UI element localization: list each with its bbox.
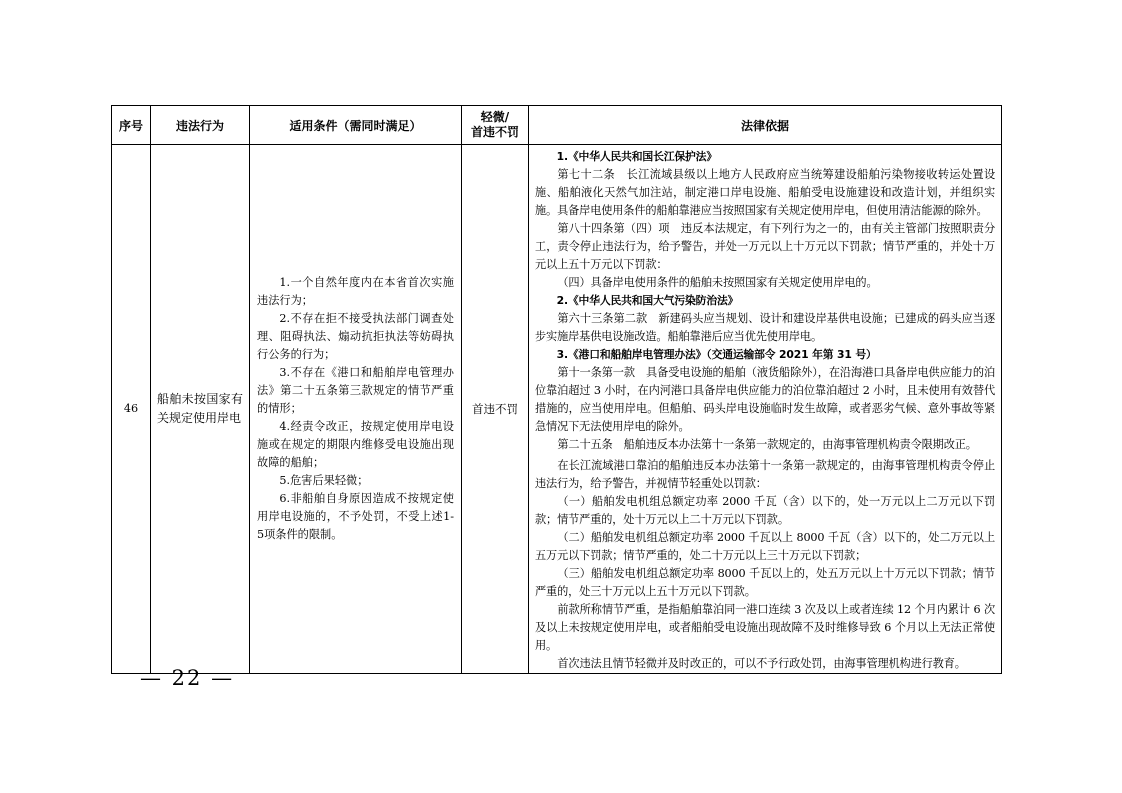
law-title: 1.《中华人民共和国长江保护法》 [556, 150, 717, 163]
law-paragraph: 首次违法且情节轻微并及时改正的，可以不予行政处罚，由海事管理机构进行教育。 [557, 657, 966, 670]
law-title: 2.《中华人民共和国大气污染防治法》 [556, 294, 739, 307]
header-first-offense [462, 106, 529, 145]
table-row [112, 145, 1002, 674]
penalty-table [111, 105, 1002, 674]
condition-item: 4.经责令改正，按规定使用岸电设施或在规定的期限内维修受电设施出现故障的船舶； [257, 420, 454, 469]
row-legal-basis [529, 145, 1002, 674]
header-first-offense-line1: 轻微/ [480, 110, 510, 124]
header-first-offense-line2: 首违不罚 [470, 125, 519, 139]
law-paragraph: 前款所称情节严重，是指船舶靠泊同一港口连续 3 次及以上或者连续 12 个月内累计 6 次及以上未按规定使用岸电，或者船舶受电设施出现故障不及时维修导致 6 个月以上无法正常使用。 [535, 603, 995, 652]
row-seq: 46 [112, 145, 151, 674]
law-paragraph: （四）具备岸电使用条件的船舶未按照国家有关规定使用岸电的。 [557, 276, 878, 289]
law-paragraph: 第七十二条 长江流域县级以上地方人民政府应当统筹建设船舶污染物接收转运处置设施、船舶液化天然气加注站，制定港口岸电设施、船舶受电设施建设和改造计划，并组织实施。具备岸电使用条件的船舶靠港应当按照国家有关规定使用岸电，但使用清洁能源的除外。 [535, 168, 995, 217]
header-conditions: 适用条件（需同时满足） [250, 106, 462, 145]
condition-item: 1.一个自然年度内在本省首次实施违法行为； [257, 276, 454, 307]
condition-item: 2.不存在拒不接受执法部门调查处理、阻碍执法、煽动抗拒执法等妨碍执行公务的行为； [257, 312, 454, 361]
row-conditions [250, 145, 462, 674]
law-paragraph: 第六十三条第二款 新建码头应当规划、设计和建设岸基供电设施；已建成的码头应当逐步实施岸基供电设施改造。船舶靠港后应当优先使用岸电。 [535, 312, 995, 343]
row-violation: 船舶未按国家有关规定使用岸电 [151, 145, 250, 674]
law-paragraph: 在长江流域港口靠泊的船舶违反本办法第十一条第一款规定的，由海事管理机构责令停止违法行为，给予警告，并视情节轻重处以罚款： [535, 459, 995, 490]
header-legal-basis: 法律依据 [529, 106, 1002, 145]
law-paragraph: 第十一条第一款 具备受电设施的船舶（液货船除外），在沿海港口具备岸电供应能力的泊位靠泊超过 3 小时，在内河港口具备岸电供应能力的泊位靠泊超过 2 小时，且未使用有效替代措施的，应当使用岸电。但船舶、码头岸电设施临时发生故障，或者恶劣气候、意外事故等紧急情况下无法使用岸电的除外。 [535, 366, 995, 433]
header-violation: 违法行为 [151, 106, 250, 145]
row-first-offense: 首违不罚 [462, 145, 529, 674]
law-title: 3.《港口和船舶岸电管理办法》（交通运输部令 2021 年第 31 号） [556, 348, 877, 361]
condition-item: 5.危害后果轻微； [279, 474, 369, 487]
table-header-row [112, 106, 1002, 145]
law-paragraph: 第八十四条第（四）项 违反本法规定，有下列行为之一的，由有关主管部门按照职责分工，责令停止违法行为，给予警告，并处一万元以上十万元以下罚款；情节严重的，并处十万元以上五十万元以下罚款： [535, 222, 995, 271]
condition-item: 6.非船舶自身原因造成不按规定使用岸电设施的，不予处罚，不受上述1-5项条件的限制。 [257, 492, 454, 541]
law-paragraph: （二）船舶发电机组总额定功率 2000 千瓦以上 8000 千瓦（含）以下的，处二万元以上五万元以下罚款；情节严重的，处二十万元以上三十万元以下罚款； [535, 531, 995, 562]
header-seq: 序号 [112, 106, 151, 145]
law-paragraph: 第二十五条 船舶违反本办法第十一条第一款规定的，由海事管理机构责令限期改正。 [557, 438, 977, 451]
law-paragraph: （三）船舶发电机组总额定功率 8000 千瓦以上的，处五万元以上十万元以下罚款；情节严重的，处三十万元以上五十万元以下罚款。 [535, 567, 995, 598]
page-number: — 22 — [140, 666, 235, 690]
condition-item: 3.不存在《港口和船舶岸电管理办法》第二十五条第三款规定的情节严重的情形； [257, 366, 454, 415]
law-paragraph: （一）船舶发电机组总额定功率 2000 千瓦（含）以下的，处一万元以上二万元以下罚款；情节严重的，处十万元以上二十万元以下罚款。 [535, 495, 995, 526]
